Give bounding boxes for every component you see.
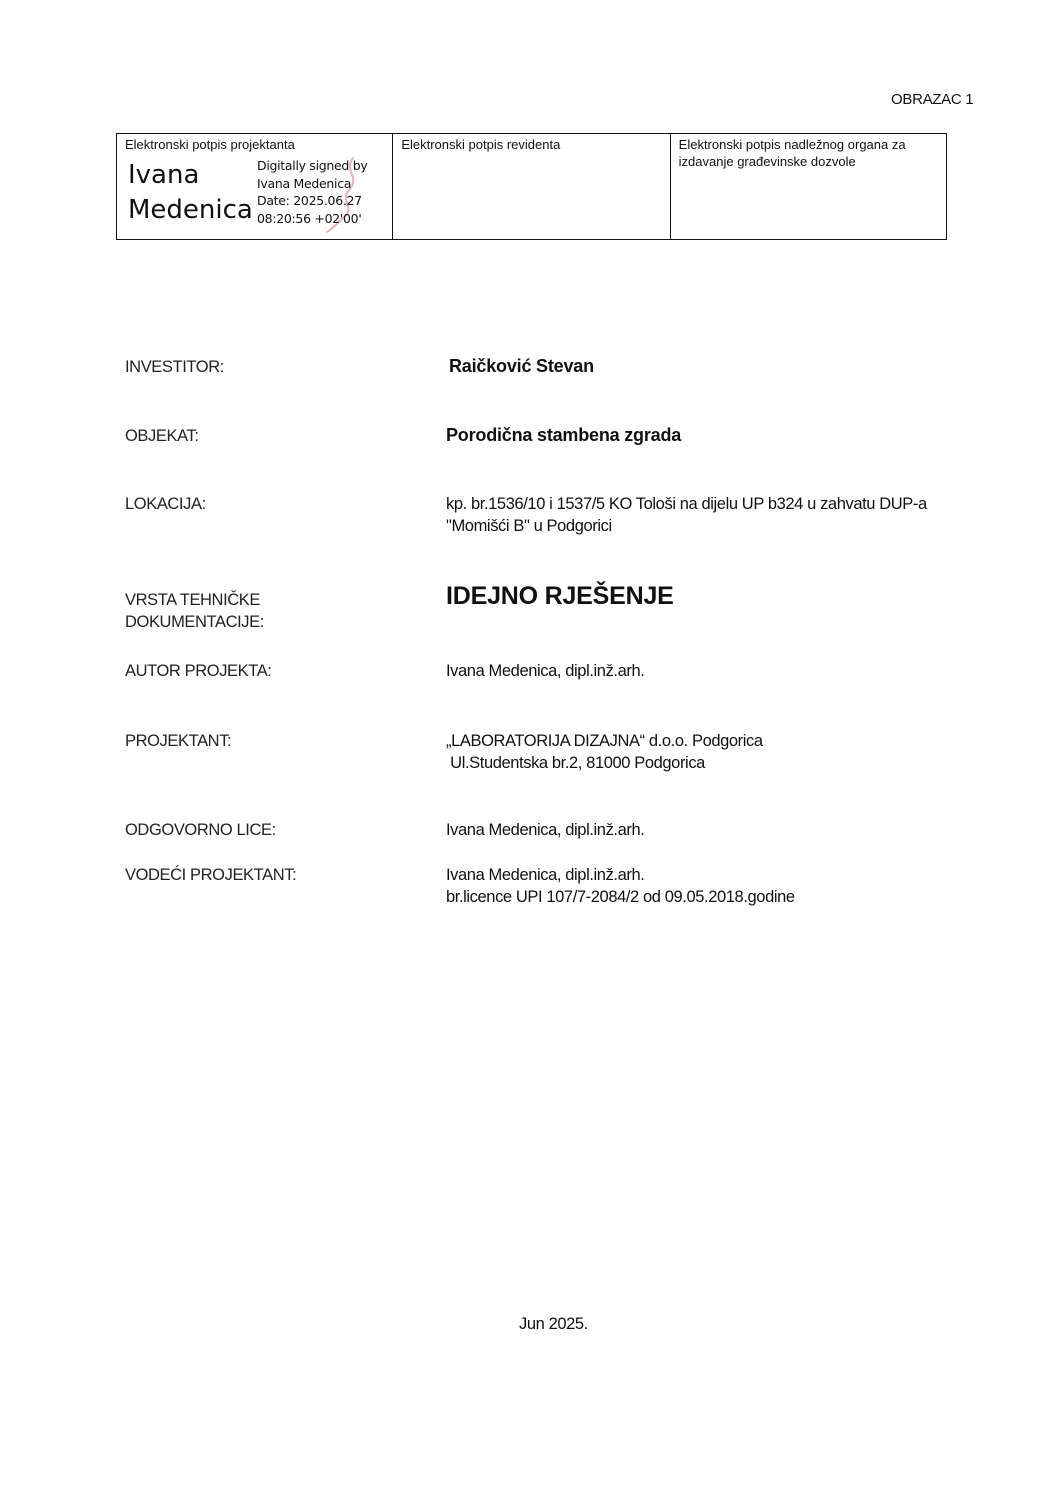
designer-value: „LABORATORIJA DIZAJNA“ d.o.o. Podgorica Ul.Studentska br.2, 81000 Podgorica: [446, 732, 763, 772]
doc-type-value: IDEJNO RJEŠENJE: [446, 582, 674, 610]
responsible-label: ODGOVORNO LICE:: [125, 821, 276, 839]
location-label: LOKACIJA:: [125, 495, 206, 513]
reviewer-signature-label: Elektronski potpis revidenta: [401, 137, 561, 152]
object-value: Porodična stambena zgrada: [446, 425, 682, 445]
document-date: Jun 2025.: [519, 1315, 588, 1333]
author-value: Ivana Medenica, dipl.inž.arh.: [446, 662, 645, 680]
designer-signature-cell: [117, 134, 392, 239]
authority-signature-cell: [670, 134, 946, 239]
authority-signature-label-line2: izdavanje građevinske dozvole: [678, 154, 856, 169]
location-value: kp. br.1536/10 i 1537/5 KO Tološi na dijelu UP b324 u zahvatu DUP-a "Momišći B" u Podgorici: [446, 495, 927, 535]
lead-designer-value: Ivana Medenica, dipl.inž.arh. br.licence UPI 107/7-2084/2 od 09.05.2018.godine: [446, 866, 795, 906]
investor-value: Raičković Stevan: [449, 356, 594, 376]
designer-label: PROJEKTANT:: [125, 732, 232, 750]
authority-signature-label-line1: Elektronski potpis nadležnog organa za: [678, 137, 906, 152]
form-number: OBRAZAC 1: [891, 91, 974, 108]
lead-designer-label: VODEĆI PROJEKTANT:: [125, 866, 297, 884]
digital-signature-details: Digitally signed by Ivana Medenica Date: 2025.06.27 08:20:56 +02'00': [257, 158, 368, 226]
responsible-value: Ivana Medenica, dipl.inž.arh.: [446, 821, 645, 839]
object-label: OBJEKAT:: [125, 427, 199, 445]
author-label: AUTOR PROJEKTA:: [125, 662, 272, 680]
doc-type-label: VRSTA TEHNIČKE DOKUMENTACIJE:: [125, 591, 264, 631]
designer-signature-label: Elektronski potpis projektanta: [125, 137, 295, 152]
signer-name: Ivana Medenica: [128, 160, 253, 225]
signature-table: [116, 133, 947, 240]
reviewer-signature-cell: [392, 134, 669, 239]
investor-label: INVESTITOR:: [125, 358, 224, 376]
